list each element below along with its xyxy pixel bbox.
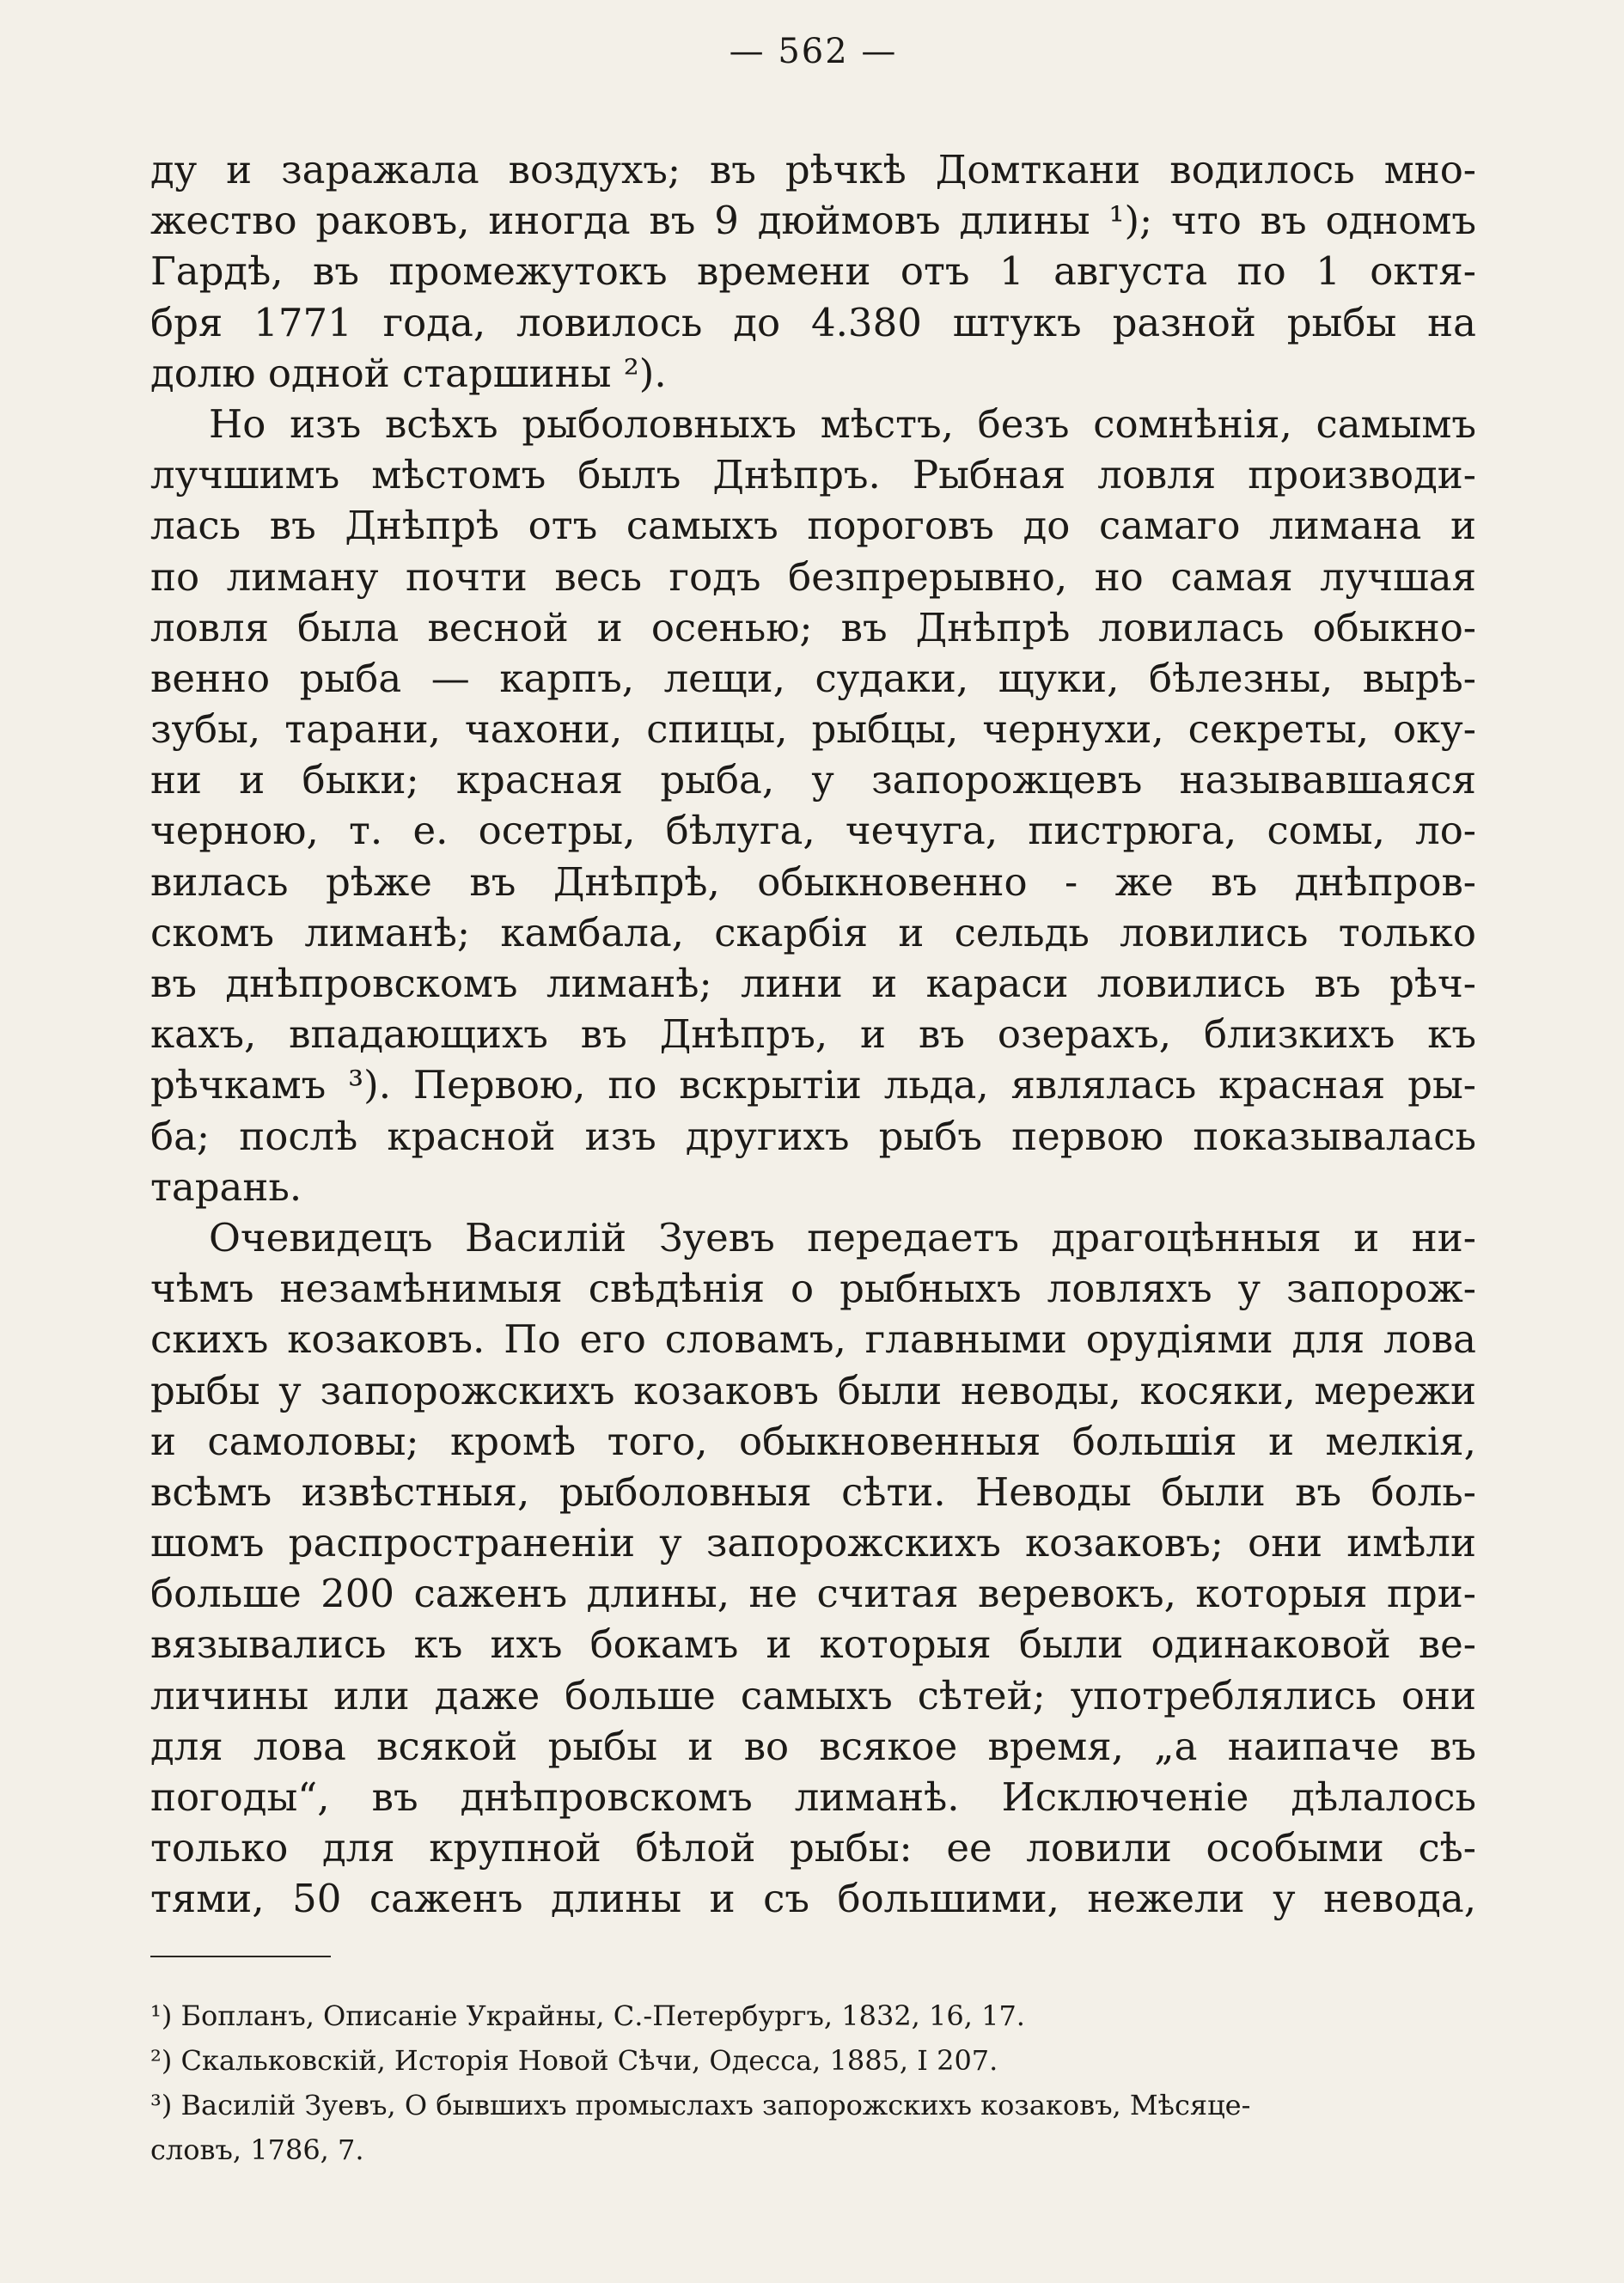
text-line: погоды“, въ днѣпровскомъ лиманѣ. Исключеніе дѣлалось — [150, 1774, 1476, 1820]
footnote: ²) Скальковскій, Исторія Новой Сѣчи, Одесса, 1885, I 207. — [150, 2043, 998, 2077]
footnotes — [150, 1993, 1476, 2172]
text-line: Очевидецъ Василій Зуевъ передаетъ драгоцѣнныя и ни- — [209, 1214, 1476, 1261]
text-line: шомъ распространеніи у запорожскихъ козаковъ; они имѣли — [150, 1520, 1476, 1566]
text-line: скомъ лиманѣ; камбала, скарбія и сельдь ловились только — [150, 909, 1476, 955]
text-line: ни и быки; красная рыба, у запорожцевъ называвшаяся — [150, 757, 1476, 803]
text-line: вилась рѣже въ Днѣпрѣ, обыкновенно - же въ днѣпров- — [150, 858, 1476, 905]
text-line: Но изъ всѣхъ рыболовныхъ мѣстъ, безъ сомнѣнія, самымъ — [209, 400, 1476, 447]
text-line: тарань. — [150, 1163, 302, 1210]
text-line: ба; послѣ красной изъ другихъ рыбъ первою показывалась — [150, 1113, 1476, 1159]
text-line: зубы, тарани, чахони, спицы, рыбцы, чернухи, секреты, оку- — [150, 706, 1476, 753]
text-line: долю одной старшины ²). — [150, 350, 667, 396]
text-line: для лова всякой рыбы и во всякое время, „а наипаче въ — [150, 1723, 1476, 1769]
text-line: чѣмъ незамѣнимыя свѣдѣнія о рыбныхъ ловляхъ у запорож- — [150, 1266, 1476, 1312]
paragraph — [150, 144, 1476, 399]
text-line: тями, 50 саженъ длины и съ большими, нежели у невода, — [150, 1876, 1476, 1922]
footnote: ³) Василій Зуевъ, О бывшихъ промыслахъ запорожскихъ козаковъ, Мѣсяце- — [150, 2088, 1251, 2121]
text-line: личины или даже больше самыхъ сѣтей; употреблялись они — [150, 1672, 1476, 1718]
text-line: рыбы у запорожскихъ козаковъ были неводы, косяки, мережи — [150, 1367, 1476, 1413]
text-line: только для крупной бѣлой рыбы: ее ловили особыми сѣ- — [150, 1825, 1476, 1871]
text-line: ду и заражала воздухъ; въ рѣчкѣ Домткани водилось мно- — [150, 147, 1476, 192]
page-number: — 562 — — [729, 32, 898, 71]
text-line: и самоловы; кромѣ того, обыкновенныя большія и мелкія, — [150, 1418, 1476, 1464]
text-line: ловля была весной и осенью; въ Днѣпрѣ ловилась обыкно- — [150, 604, 1476, 650]
text-line: бря 1771 года, ловилось до 4.380 штукъ разной рыбы на — [150, 299, 1476, 345]
text-line: жество раковъ, иногда въ 9 дюймовъ длины ¹); что въ одномъ — [150, 198, 1476, 244]
footnote: ¹) Бопланъ, Описаніе Украйны, С.-Петербургъ, 1832, 16, 17. — [150, 1999, 1025, 2032]
text-line: лучшимъ мѣстомъ былъ Днѣпръ. Рыбная ловля производи- — [150, 452, 1476, 498]
text-line: черною, т. е. осетры, бѣлуга, чечуга, пистрюга, сомы, ло- — [150, 808, 1476, 854]
text-line: по лиману почти весь годъ безпрерывно, но самая лучшая — [150, 553, 1476, 600]
text-line: рѣчкамъ ³). Первою, по вскрытіи льда, являлась красная ры- — [150, 1062, 1476, 1108]
text-line: лась въ Днѣпрѣ отъ самыхъ пороговъ до самаго лимана и — [150, 503, 1476, 549]
paragraph — [150, 399, 1476, 1212]
text-line: въ днѣпровскомъ лиманѣ; лини и караси ловились въ рѣч- — [150, 961, 1476, 1006]
text-line: венно рыба — карпъ, лещи, судаки, щуки, бѣлезны, вырѣ- — [150, 655, 1476, 701]
paragraph — [150, 1212, 1476, 1925]
footnote: словъ, 1786, 7. — [150, 2133, 364, 2166]
text-line: кахъ, впадающихъ въ Днѣпръ, и въ озерахъ, близкихъ къ — [150, 1011, 1476, 1058]
text-line: всѣмъ извѣстныя, рыболовныя сѣти. Неводы были въ боль- — [150, 1468, 1476, 1515]
text-line: больше 200 саженъ длины, не считая веревокъ, которыя при- — [150, 1571, 1476, 1617]
text-line: вязывались къ ихъ бокамъ и которыя были одинаковой ве- — [150, 1621, 1476, 1668]
text-line: скихъ козаковъ. По его словамъ, главными орудіями для лова — [150, 1316, 1476, 1363]
footnote-divider — [150, 1956, 331, 1957]
body-text — [150, 144, 1476, 1925]
text-line: Гардѣ, въ промежутокъ времени отъ 1 августа по 1 октя- — [150, 248, 1476, 295]
